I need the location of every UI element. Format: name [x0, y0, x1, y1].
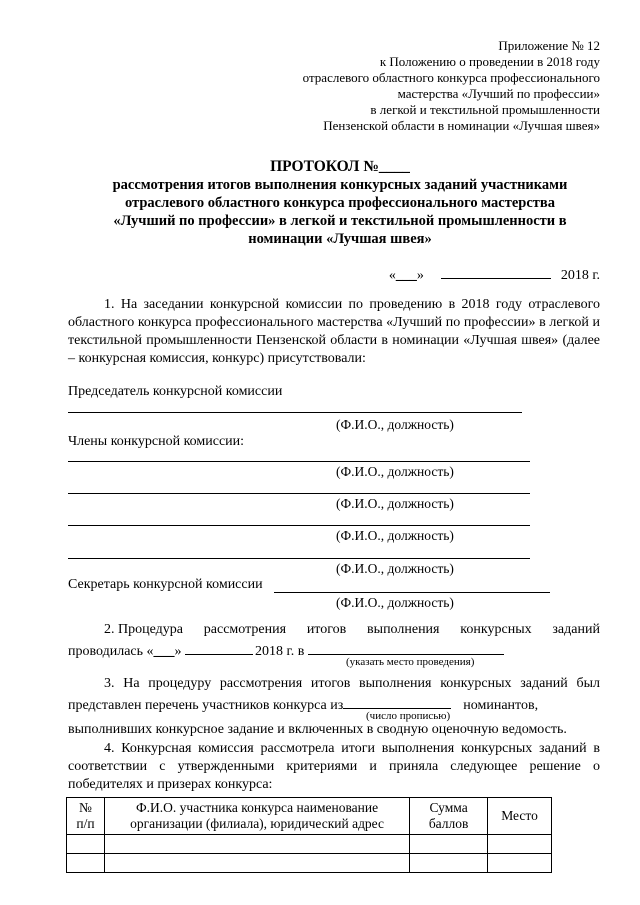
- table-row: [67, 835, 552, 854]
- fio-caption: (Ф.И.О., должность): [336, 595, 454, 610]
- para2-prefix: проводилась «: [68, 644, 154, 659]
- para2-word: конкурсных: [460, 622, 532, 637]
- cell-score[interactable]: [410, 835, 488, 854]
- para2-word: рассмотрения: [203, 622, 287, 637]
- paragraph-1: [68, 296, 600, 368]
- table-header-row: [67, 798, 552, 835]
- day-blank: ___: [153, 644, 175, 659]
- number-caption: (число прописью): [366, 710, 451, 722]
- paragraph-4: [68, 740, 600, 794]
- para2-quote: »: [174, 644, 182, 659]
- member-signature-line: [68, 461, 530, 462]
- secretary-signature-line: [274, 592, 550, 593]
- protocol-subtitle-line: рассмотрения итогов выполнения конкурсных заданий участниками: [112, 177, 568, 193]
- month-blank: [441, 264, 551, 279]
- para2-word: итогов: [306, 622, 347, 637]
- protocol-heading: ПРОТОКОЛ №____: [270, 158, 410, 175]
- para2-word: выполнения: [367, 622, 440, 637]
- para2-word: заданий: [552, 622, 600, 637]
- fio-caption: (Ф.И.О., должность): [336, 496, 454, 511]
- month-blank: [185, 640, 253, 655]
- cell-number[interactable]: [67, 854, 105, 873]
- paragraph-2-line-1: [104, 622, 600, 638]
- cell-score[interactable]: [410, 854, 488, 873]
- cell-participant[interactable]: [104, 854, 409, 873]
- count-blank: [343, 694, 451, 709]
- appendix-line: мастерства «Лучший по профессии»: [397, 86, 600, 101]
- paragraph-3-line-3: выполнивших конкурсное задание и включенных в сводную оценочную ведомость.: [68, 722, 567, 737]
- para2-year: 2018 г. в: [255, 644, 305, 659]
- member-signature-line: [68, 558, 530, 559]
- secretary-label: Секретарь конкурсной комиссии: [68, 577, 263, 592]
- fio-caption: (Ф.И.О., должность): [336, 464, 454, 479]
- protocol-subtitle-line: номинации «Лучшая швея»: [248, 231, 432, 247]
- cell-participant[interactable]: [104, 835, 409, 854]
- paragraph-4-text: 4. Конкурсная комиссия рассмотрела итоги выполнения конкурсных заданий в соответствии с утвержденными критериями и приняла следующее решение о победителях и призерах конкурса:: [68, 741, 600, 792]
- header-participant: Ф.И.О. участника конкурса наименование организации (филиала), юридический адрес: [104, 798, 409, 835]
- appendix-line: Пензенской области в номинации «Лучшая швея»: [323, 118, 600, 133]
- cell-place[interactable]: [488, 854, 552, 873]
- appendix-line: в легкой и текстильной промышленности: [370, 102, 600, 117]
- date-close-quote: »: [416, 268, 424, 283]
- table-row: [67, 854, 552, 873]
- date-line: [389, 264, 600, 284]
- paragraph-1-text: 1. На заседании конкурсной комиссии по проведению в 2018 году отраслевого областного конкурса профессионального мастерства «Лучший по профессии» в легкой и текстильной промышленности Пензенской области в номинации «Лучшая швея» (далее – конкурсная комиссия, конкурс) присутствовали:: [68, 297, 600, 366]
- appendix-line: отраслевого областного конкурса профессионального: [302, 70, 600, 85]
- place-blank: [308, 640, 504, 655]
- appendix-line: Приложение № 12: [498, 38, 600, 53]
- chairman-signature-line: [68, 412, 522, 413]
- cell-place[interactable]: [488, 835, 552, 854]
- header-number: № п/п: [67, 798, 105, 835]
- cell-number[interactable]: [67, 835, 105, 854]
- para3-prefix: представлен перечень участников конкурса из: [68, 698, 344, 713]
- protocol-subtitle-line: «Лучший по профессии» в легкой и текстильной промышленности в: [113, 213, 567, 229]
- chairman-label: Председатель конкурсной комиссии: [68, 384, 283, 399]
- date-open-quote: «: [388, 268, 396, 283]
- header-place: Место: [488, 798, 552, 835]
- results-table: [66, 797, 552, 873]
- appendix-line: к Положению о проведении в 2018 году: [379, 54, 600, 69]
- fio-caption: (Ф.И.О., должность): [336, 417, 454, 432]
- para3-suffix: номинантов,: [463, 698, 539, 713]
- place-caption: (указать место проведения): [346, 656, 475, 668]
- date-year: 2018 г.: [560, 268, 600, 283]
- member-signature-line: [68, 493, 530, 494]
- fio-caption: (Ф.И.О., должность): [336, 528, 454, 543]
- protocol-subtitle-line: отраслевого областного конкурса профессионального мастерства: [124, 195, 555, 211]
- appendix-header: [303, 38, 600, 134]
- member-signature-line: [68, 525, 530, 526]
- protocol-title: [60, 158, 620, 248]
- header-score: Сумма баллов: [410, 798, 488, 835]
- members-label: Члены конкурсной комиссии:: [68, 434, 245, 449]
- fio-caption: (Ф.И.О., должность): [336, 561, 454, 576]
- day-blank: ___: [395, 268, 417, 283]
- paragraph-3-line-2: [68, 694, 538, 714]
- paragraph-3-line-1: 3. На процедуру рассмотрения итогов выполнения конкурсных заданий был: [104, 676, 600, 691]
- para2-word: 2. Процедура: [104, 622, 183, 637]
